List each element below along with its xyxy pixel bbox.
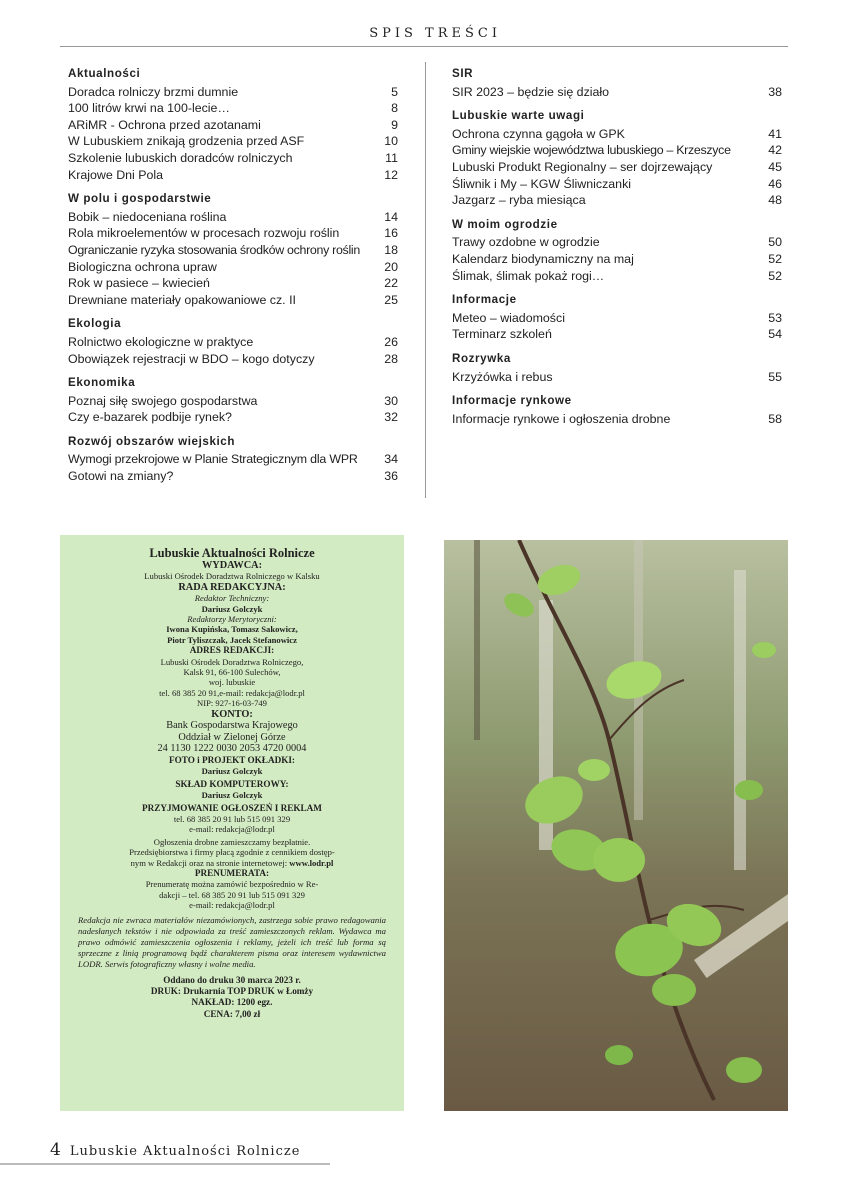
toc-entry-title: Lubuski Produkt Regionalny – ser dojrzewający bbox=[452, 159, 713, 174]
toc-entry-title: Doradca rolniczy brzmi dumnie bbox=[68, 84, 239, 99]
imprint-photo-label: FOTO i PROJEKT OKŁADKI: bbox=[168, 754, 295, 765]
toc-entry[interactable] bbox=[452, 126, 782, 143]
toc-entry-title: Poznaj siłę swojego gospodarstwa bbox=[68, 393, 258, 408]
imprint-ads-paid-line bbox=[78, 858, 386, 868]
toc-entry-page: 52 bbox=[768, 268, 782, 283]
toc-section-heading: SIR bbox=[452, 67, 474, 80]
toc-entry-page: 12 bbox=[384, 167, 398, 182]
toc-entry-page: 16 bbox=[384, 226, 398, 241]
imprint-tech-editor-label: Redaktor Techniczny: bbox=[194, 593, 270, 604]
imprint-ads-free: Ogłoszenia drobne zamieszczamy bezpłatnie. bbox=[153, 836, 311, 847]
toc-entry-page: 54 bbox=[768, 327, 782, 342]
imprint-layout-name: Dariusz Golczyk bbox=[201, 790, 263, 801]
toc-entry-title: Gotowi na zmiany? bbox=[68, 469, 174, 484]
imprint-title: Lubuskie Aktualności Rolnicze bbox=[149, 546, 315, 560]
toc-entry[interactable] bbox=[68, 259, 398, 276]
imprint-address-label: ADRES REDAKCJI: bbox=[189, 645, 275, 656]
toc-left-column bbox=[68, 66, 398, 485]
toc-section-heading: Ekologia bbox=[68, 317, 122, 331]
footer-divider bbox=[0, 1163, 330, 1165]
imprint-bank-line: Bank Gospodarstwa Krajowego bbox=[166, 720, 298, 732]
imprint-circulation: NAKŁAD: 1200 egz. bbox=[191, 997, 273, 1008]
toc-entry-title: Czy e-bazarek podbije rynek? bbox=[68, 410, 232, 425]
toc-entry[interactable] bbox=[68, 225, 398, 242]
imprint-content-editors: Piotr Tyliszczak, Jacek Stefanowicz bbox=[167, 634, 297, 645]
imprint-layout-label: SKŁAD KOMPUTEROWY: bbox=[175, 778, 289, 789]
toc-entry[interactable] bbox=[452, 268, 782, 285]
page-footer bbox=[50, 1140, 300, 1160]
imprint-content-editors: Iwona Kupińska, Tomasz Sakowicz, bbox=[166, 624, 298, 635]
toc-entry-page: 26 bbox=[384, 334, 398, 349]
toc-entry-title: Rok w pasiece – kwiecień bbox=[68, 276, 210, 291]
toc-entry[interactable] bbox=[452, 84, 782, 101]
toc-section-heading: W polu i gospodarstwie bbox=[68, 192, 212, 206]
toc-section-heading: Lubuskie warte uwagi bbox=[452, 109, 585, 123]
toc-entry[interactable] bbox=[68, 150, 398, 167]
imprint-bank-line: 24 1130 1222 0030 2053 4720 0004 bbox=[157, 743, 307, 755]
toc-entry-title: ARiMR - Ochrona przed azotanami bbox=[68, 117, 261, 132]
toc-entry[interactable] bbox=[68, 209, 398, 226]
toc-entry-title: Szkolenie lubuskich doradców rolniczych bbox=[68, 150, 293, 165]
toc-entry[interactable] bbox=[68, 167, 398, 184]
toc-entry-page: 36 bbox=[384, 469, 398, 484]
imprint-board-label: RADA REDAKCYJNA: bbox=[178, 581, 286, 593]
toc-entry-title: Biologiczna ochrona upraw bbox=[68, 259, 217, 274]
toc-entry[interactable] bbox=[452, 234, 782, 251]
toc-entry[interactable] bbox=[68, 84, 398, 101]
toc-entry[interactable] bbox=[68, 409, 398, 426]
toc-entry-page: 30 bbox=[384, 393, 398, 408]
toc-entry[interactable] bbox=[452, 176, 782, 193]
toc-entry[interactable] bbox=[452, 159, 782, 176]
page-number: 4 bbox=[50, 1140, 62, 1160]
toc-entry-page: 34 bbox=[384, 452, 398, 467]
toc-entry-page: 52 bbox=[768, 251, 782, 266]
toc-entry-page: 46 bbox=[768, 176, 782, 191]
imprint-address-line: NIP: 927-16-03-749 bbox=[197, 698, 267, 709]
birch-branch-illustration bbox=[444, 540, 788, 1111]
toc-entry-page: 11 bbox=[385, 150, 398, 165]
toc-entry-title: Ochrona czynna gągoła w GPK bbox=[452, 126, 625, 141]
imprint-print-date: Oddano do druku 30 marca 2023 r. bbox=[163, 974, 301, 985]
toc-entry-page: 8 bbox=[391, 101, 398, 116]
toc-entry[interactable] bbox=[452, 192, 782, 209]
toc-entry-title: Rola mikroelementów w procesach rozwoju roślin bbox=[68, 226, 340, 241]
toc-entry-page: 20 bbox=[384, 259, 398, 274]
toc-section-heading: Rozrywka bbox=[452, 351, 511, 365]
toc-entry-title: Meteo – wiadomości bbox=[452, 310, 565, 325]
toc-entry-title: SIR 2023 – będzie się działo bbox=[452, 84, 610, 99]
imprint-disclaimer: Redakcja nie zwraca materiałów niezamówionych, zastrzega sobie prawo redagowania nadesłanych tekstów i nie odpowiada za treść zamieszczonych reklam. Wydawca ma prawo odmówić zamieszczenia ogłoszenia i reklamy, jeżeli ich treść lub forma są sprzeczne z linią programową bądź charakterem pisma oraz interesem wydawnictwa LODR. Serwis fotograficzny własny i wolne media. bbox=[78, 914, 386, 969]
page-title: SPIS TREŚCI bbox=[369, 26, 501, 41]
imprint-address-line: tel. 68 385 20 91,e-mail: redakcja@lodr.pl bbox=[159, 687, 305, 698]
toc-entry-page: 25 bbox=[384, 292, 398, 307]
imprint-bank-line: Oddział w Zielonej Górze bbox=[178, 731, 286, 743]
toc-entry[interactable] bbox=[68, 451, 398, 468]
toc-entry[interactable] bbox=[452, 310, 782, 327]
toc-entry[interactable] bbox=[68, 275, 398, 292]
toc-entry-page: 53 bbox=[768, 310, 782, 325]
toc-section-heading: Informacje rynkowe bbox=[452, 394, 572, 408]
toc-entry-page: 28 bbox=[384, 351, 398, 366]
toc-entry[interactable] bbox=[68, 351, 398, 368]
toc-entry-page: 50 bbox=[768, 235, 782, 250]
toc-entry[interactable] bbox=[68, 100, 398, 117]
toc-section-heading: W moim ogrodzie bbox=[452, 217, 558, 231]
toc-entry-title: Śliwnik i My – KGW Śliwniczanki bbox=[452, 176, 632, 191]
toc-entry-title: Krajowe Dni Pola bbox=[68, 167, 164, 182]
toc-entry[interactable] bbox=[68, 133, 398, 150]
imprint-publisher-label: WYDAWCA: bbox=[201, 560, 263, 571]
toc-entry-page: 55 bbox=[768, 369, 782, 384]
toc-section-heading: Aktualności bbox=[68, 67, 141, 80]
toc-entry-page: 22 bbox=[384, 276, 398, 291]
toc-entry-title: Krzyżówka i rebus bbox=[452, 369, 553, 384]
imprint-subscription-label: PRENUMERATA: bbox=[194, 867, 270, 878]
imprint-ads-label: PRZYJMOWANIE OGŁOSZEŃ I REKLAM bbox=[142, 802, 322, 813]
toc-entry[interactable] bbox=[68, 242, 398, 259]
footer-magazine-title: Lubuskie Aktualności Rolnicze bbox=[69, 1144, 301, 1159]
toc-entry-title: Obowiązek rejestracji w BDO – kogo dotyczy bbox=[68, 351, 315, 366]
imprint-content-editors-label: Redaktorzy Merytoryczni: bbox=[187, 614, 277, 625]
toc-entry[interactable] bbox=[68, 292, 398, 309]
toc-entry-title: Wymogi przekrojowe w Planie Strategicznym dla WPR bbox=[68, 452, 358, 467]
toc-entry[interactable] bbox=[452, 251, 782, 268]
toc-entry-title: Ślimak, ślimak pokaż rogi… bbox=[452, 268, 605, 283]
toc-entry[interactable] bbox=[68, 393, 398, 410]
imprint-address-line: Lubuski Ośrodek Doradztwa Rolniczego, bbox=[160, 656, 304, 667]
toc-entry-title: W Lubuskiem znikają grodzenia przed ASF bbox=[68, 134, 305, 149]
imprint-account-label: KONTO: bbox=[211, 708, 253, 720]
toc-section-heading: Ekonomika bbox=[68, 376, 136, 390]
imprint-subscription-line: dakcji – tel. 68 385 20 91 lub 515 091 329 bbox=[159, 889, 305, 900]
header-divider bbox=[60, 46, 788, 47]
imprint-photo-name: Dariusz Golczyk bbox=[201, 766, 263, 777]
imprint-ads-line: e-mail: redakcja@lodr.pl bbox=[189, 824, 275, 835]
toc-entry-title: Ograniczanie ryzyka stosowania środków ochrony roślin bbox=[68, 242, 360, 257]
toc-entry-page: 42 bbox=[768, 143, 782, 158]
toc-entry-page: 41 bbox=[768, 126, 782, 141]
toc-entry[interactable] bbox=[452, 369, 782, 386]
toc-entry-title: Jazgarz – ryba miesiąca bbox=[452, 193, 586, 208]
toc-entry[interactable] bbox=[68, 334, 398, 351]
toc-section-heading: Rozwój obszarów wiejskich bbox=[68, 434, 236, 448]
toc-entry-title: Terminarz szkoleń bbox=[452, 327, 552, 342]
toc-entry-page: 32 bbox=[384, 410, 398, 425]
imprint-address-line: Kalsk 91, 66-100 Sulechów, bbox=[183, 667, 281, 678]
toc-entry-page: 9 bbox=[391, 117, 398, 132]
toc-entry-title: Drewniane materiały opakowaniowe cz. II bbox=[68, 292, 296, 307]
imprint-subscription-line: e-mail: redakcja@lodr.pl bbox=[189, 900, 275, 911]
toc-section-heading: Informacje bbox=[452, 293, 517, 307]
toc-entry-title: Rolnictwo ekologiczne w praktyce bbox=[68, 334, 254, 349]
toc-entry[interactable] bbox=[68, 117, 398, 134]
birch-branch-photo bbox=[444, 540, 788, 1111]
toc-entry-page: 10 bbox=[384, 134, 398, 149]
imprint-box bbox=[60, 535, 404, 1111]
toc-entry[interactable] bbox=[452, 411, 782, 428]
toc-entry-page: 45 bbox=[768, 159, 782, 174]
toc-entry-title: Informacje rynkowe i ogłoszenia drobne bbox=[452, 411, 671, 426]
imprint-publisher: Lubuski Ośrodek Doradztwa Rolniczego w Kalsku bbox=[144, 571, 320, 582]
imprint-ads-line: tel. 68 385 20 91 lub 515 091 329 bbox=[173, 813, 291, 824]
toc-entry-page: 38 bbox=[768, 84, 782, 99]
toc-entry-page: 58 bbox=[768, 411, 782, 426]
imprint-ads-paid-text: nym w Redakcji oraz na stronie internetowej: bbox=[130, 857, 290, 868]
toc-right-column bbox=[452, 66, 782, 427]
toc-entry-title: Gminy wiejskie województwa lubuskiego – Krzeszyce bbox=[452, 143, 731, 158]
imprint-subscription-line: Prenumeratę można zamówić bezpośrednio w Re- bbox=[145, 879, 319, 890]
imprint-address-line: woj. lubuskie bbox=[208, 677, 256, 688]
toc-entry-page: 14 bbox=[384, 209, 398, 224]
toc-entry-title: 100 litrów krwi na 100-lecie… bbox=[68, 101, 230, 116]
toc-entry-title: Trawy ozdobne w ogrodzie bbox=[452, 235, 600, 250]
toc-entry-title: Kalendarz biodynamiczny na maj bbox=[452, 251, 634, 266]
toc-entry-page: 5 bbox=[391, 84, 398, 99]
imprint-tech-editor: Dariusz Golczyk bbox=[201, 603, 263, 614]
toc-entry[interactable] bbox=[68, 468, 398, 485]
imprint-printer: DRUK: Drukarnia TOP DRUK w Łomży bbox=[150, 985, 314, 996]
toc-entry-page: 18 bbox=[384, 242, 398, 257]
toc-entry-page: 48 bbox=[768, 193, 782, 208]
imprint-website-link[interactable]: www.lodr.pl bbox=[289, 857, 334, 868]
toc-entry[interactable] bbox=[452, 142, 782, 159]
imprint-price: CENA: 7,00 zł bbox=[203, 1008, 261, 1019]
column-divider bbox=[425, 62, 426, 498]
toc-entry-title: Bobik – niedoceniana roślina bbox=[68, 209, 227, 224]
toc-entry[interactable] bbox=[452, 326, 782, 343]
imprint-ads-paid: Przedsiębiorstwa i firmy płacą zgodnie z cennikiem dostęp- bbox=[129, 847, 335, 858]
